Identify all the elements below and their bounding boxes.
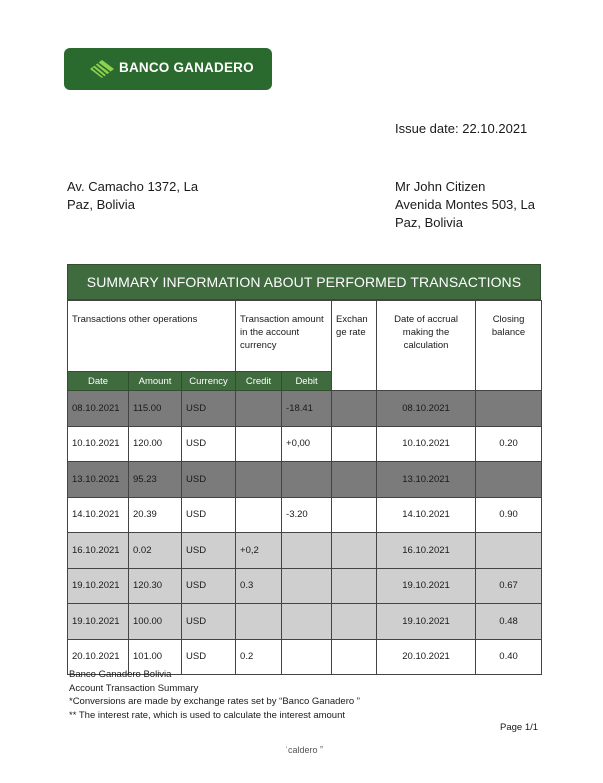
transactions-table	[67, 300, 542, 675]
table-header-row	[68, 301, 542, 372]
page-number: Page 1/1	[500, 722, 539, 733]
cell-debit	[282, 533, 332, 569]
subheader-debit: Debit	[282, 372, 332, 391]
table-row	[68, 533, 542, 569]
cell-closing-balance	[476, 462, 542, 498]
recipient-address	[395, 178, 545, 232]
footer-document-name: Account Transaction Summary	[69, 682, 199, 694]
cell-accrual-date: 19.10.2021	[377, 604, 476, 640]
footer-interest-note: ** The interest rate, which is used to calculate the interest amount	[69, 709, 346, 721]
header-date-accrual: Date of accrual making the calculation	[377, 301, 476, 391]
recipient-address-line: Paz, Bolivia	[395, 215, 463, 230]
sender-address	[67, 178, 207, 214]
cell-date: 10.10.2021	[68, 426, 129, 462]
recipient-address-line: Avenida Montes 503, La	[395, 197, 535, 212]
table-row	[68, 462, 542, 498]
cell-accrual-date: 13.10.2021	[377, 462, 476, 498]
stamp-text: ˈcaldero ˮ	[285, 745, 324, 755]
cell-currency: USD	[182, 426, 236, 462]
cell-currency: USD	[182, 604, 236, 640]
cell-date: 20.10.2021	[68, 639, 129, 675]
cell-exchange-rate	[332, 462, 377, 498]
cell-exchange-rate	[332, 568, 377, 604]
cell-amount: 100.00	[129, 604, 182, 640]
cell-closing-balance: 0.20	[476, 426, 542, 462]
sender-address-line: Av. Camacho 1372, La	[67, 179, 199, 194]
cell-credit: 0.2	[236, 639, 282, 675]
transactions-summary	[67, 264, 541, 675]
cell-amount: 120.00	[129, 426, 182, 462]
summary-title: SUMMARY INFORMATION ABOUT PERFORMED TRANSACTIONS	[67, 264, 541, 300]
cell-exchange-rate	[332, 497, 377, 533]
cell-credit	[236, 462, 282, 498]
subheader-amount: Amount	[129, 372, 182, 391]
cell-debit: -3.20	[282, 497, 332, 533]
recipient-name: Mr John Citizen	[395, 179, 486, 194]
cell-exchange-rate	[332, 426, 377, 462]
footer-bank-name: Banco Ganadero Bolivia	[69, 669, 172, 680]
header-closing-balance: Closing balance	[476, 301, 542, 391]
cell-credit	[236, 497, 282, 533]
cell-currency: USD	[182, 497, 236, 533]
cell-credit	[236, 426, 282, 462]
cell-accrual-date: 20.10.2021	[377, 639, 476, 675]
cell-accrual-date: 10.10.2021	[377, 426, 476, 462]
subheader-credit: Credit	[236, 372, 282, 391]
cell-currency: USD	[182, 533, 236, 569]
cell-credit	[236, 391, 282, 427]
subheader-date: Date	[68, 372, 129, 391]
cell-currency: USD	[182, 391, 236, 427]
bank-logo	[64, 48, 272, 90]
cell-closing-balance	[476, 533, 542, 569]
cell-date: 19.10.2021	[68, 568, 129, 604]
issue-date: Issue date: 22.10.2021	[395, 121, 528, 136]
cell-currency: USD	[182, 462, 236, 498]
table-row	[68, 426, 542, 462]
footer-conversion-note: *Conversions are made by exchange rates set by “Banco Ganadero ”	[69, 696, 360, 707]
cell-closing-balance: 0.40	[476, 639, 542, 675]
cell-exchange-rate	[332, 391, 377, 427]
cell-accrual-date: 08.10.2021	[377, 391, 476, 427]
cell-closing-balance: 0.67	[476, 568, 542, 604]
transactions-body	[68, 391, 542, 675]
cell-date: 08.10.2021	[68, 391, 129, 427]
cell-date: 16.10.2021	[68, 533, 129, 569]
cell-date: 13.10.2021	[68, 462, 129, 498]
table-row	[68, 604, 542, 640]
header-exchange-rate: Exchan ge rate	[332, 301, 377, 391]
cell-credit: 0.3	[236, 568, 282, 604]
cell-debit: +0,00	[282, 426, 332, 462]
cell-amount: 101.00	[129, 639, 182, 675]
sender-address-line: Paz, Bolivia	[67, 197, 135, 212]
subheader-currency: Currency	[182, 372, 236, 391]
cell-debit: -18.41	[282, 391, 332, 427]
cell-currency: USD	[182, 568, 236, 604]
table-row	[68, 497, 542, 533]
cell-amount: 115.00	[129, 391, 182, 427]
header-other-operations: Transactions other operations	[68, 301, 236, 372]
cell-credit: +0,2	[236, 533, 282, 569]
cell-amount: 0.02	[129, 533, 182, 569]
table-row	[68, 568, 542, 604]
cell-closing-balance: 0.90	[476, 497, 542, 533]
cell-debit	[282, 462, 332, 498]
table-row	[68, 391, 542, 427]
header-amount-account-currency: Transaction amount in the account currency	[236, 301, 332, 372]
cell-amount: 20.39	[129, 497, 182, 533]
cell-date: 14.10.2021	[68, 497, 129, 533]
cell-closing-balance: 0.48	[476, 604, 542, 640]
bank-name: BANCO GANADERO	[119, 60, 254, 75]
diamond-stripes-icon	[89, 59, 115, 79]
cell-debit	[282, 568, 332, 604]
cell-currency: USD	[182, 639, 236, 675]
cell-date: 19.10.2021	[68, 604, 129, 640]
cell-amount: 120.30	[129, 568, 182, 604]
cell-accrual-date: 19.10.2021	[377, 568, 476, 604]
cell-debit	[282, 604, 332, 640]
cell-accrual-date: 16.10.2021	[377, 533, 476, 569]
cell-closing-balance	[476, 391, 542, 427]
cell-credit	[236, 604, 282, 640]
cell-exchange-rate	[332, 533, 377, 569]
cell-accrual-date: 14.10.2021	[377, 497, 476, 533]
footer-notes	[69, 668, 360, 722]
cell-exchange-rate	[332, 604, 377, 640]
cell-amount: 95.23	[129, 462, 182, 498]
